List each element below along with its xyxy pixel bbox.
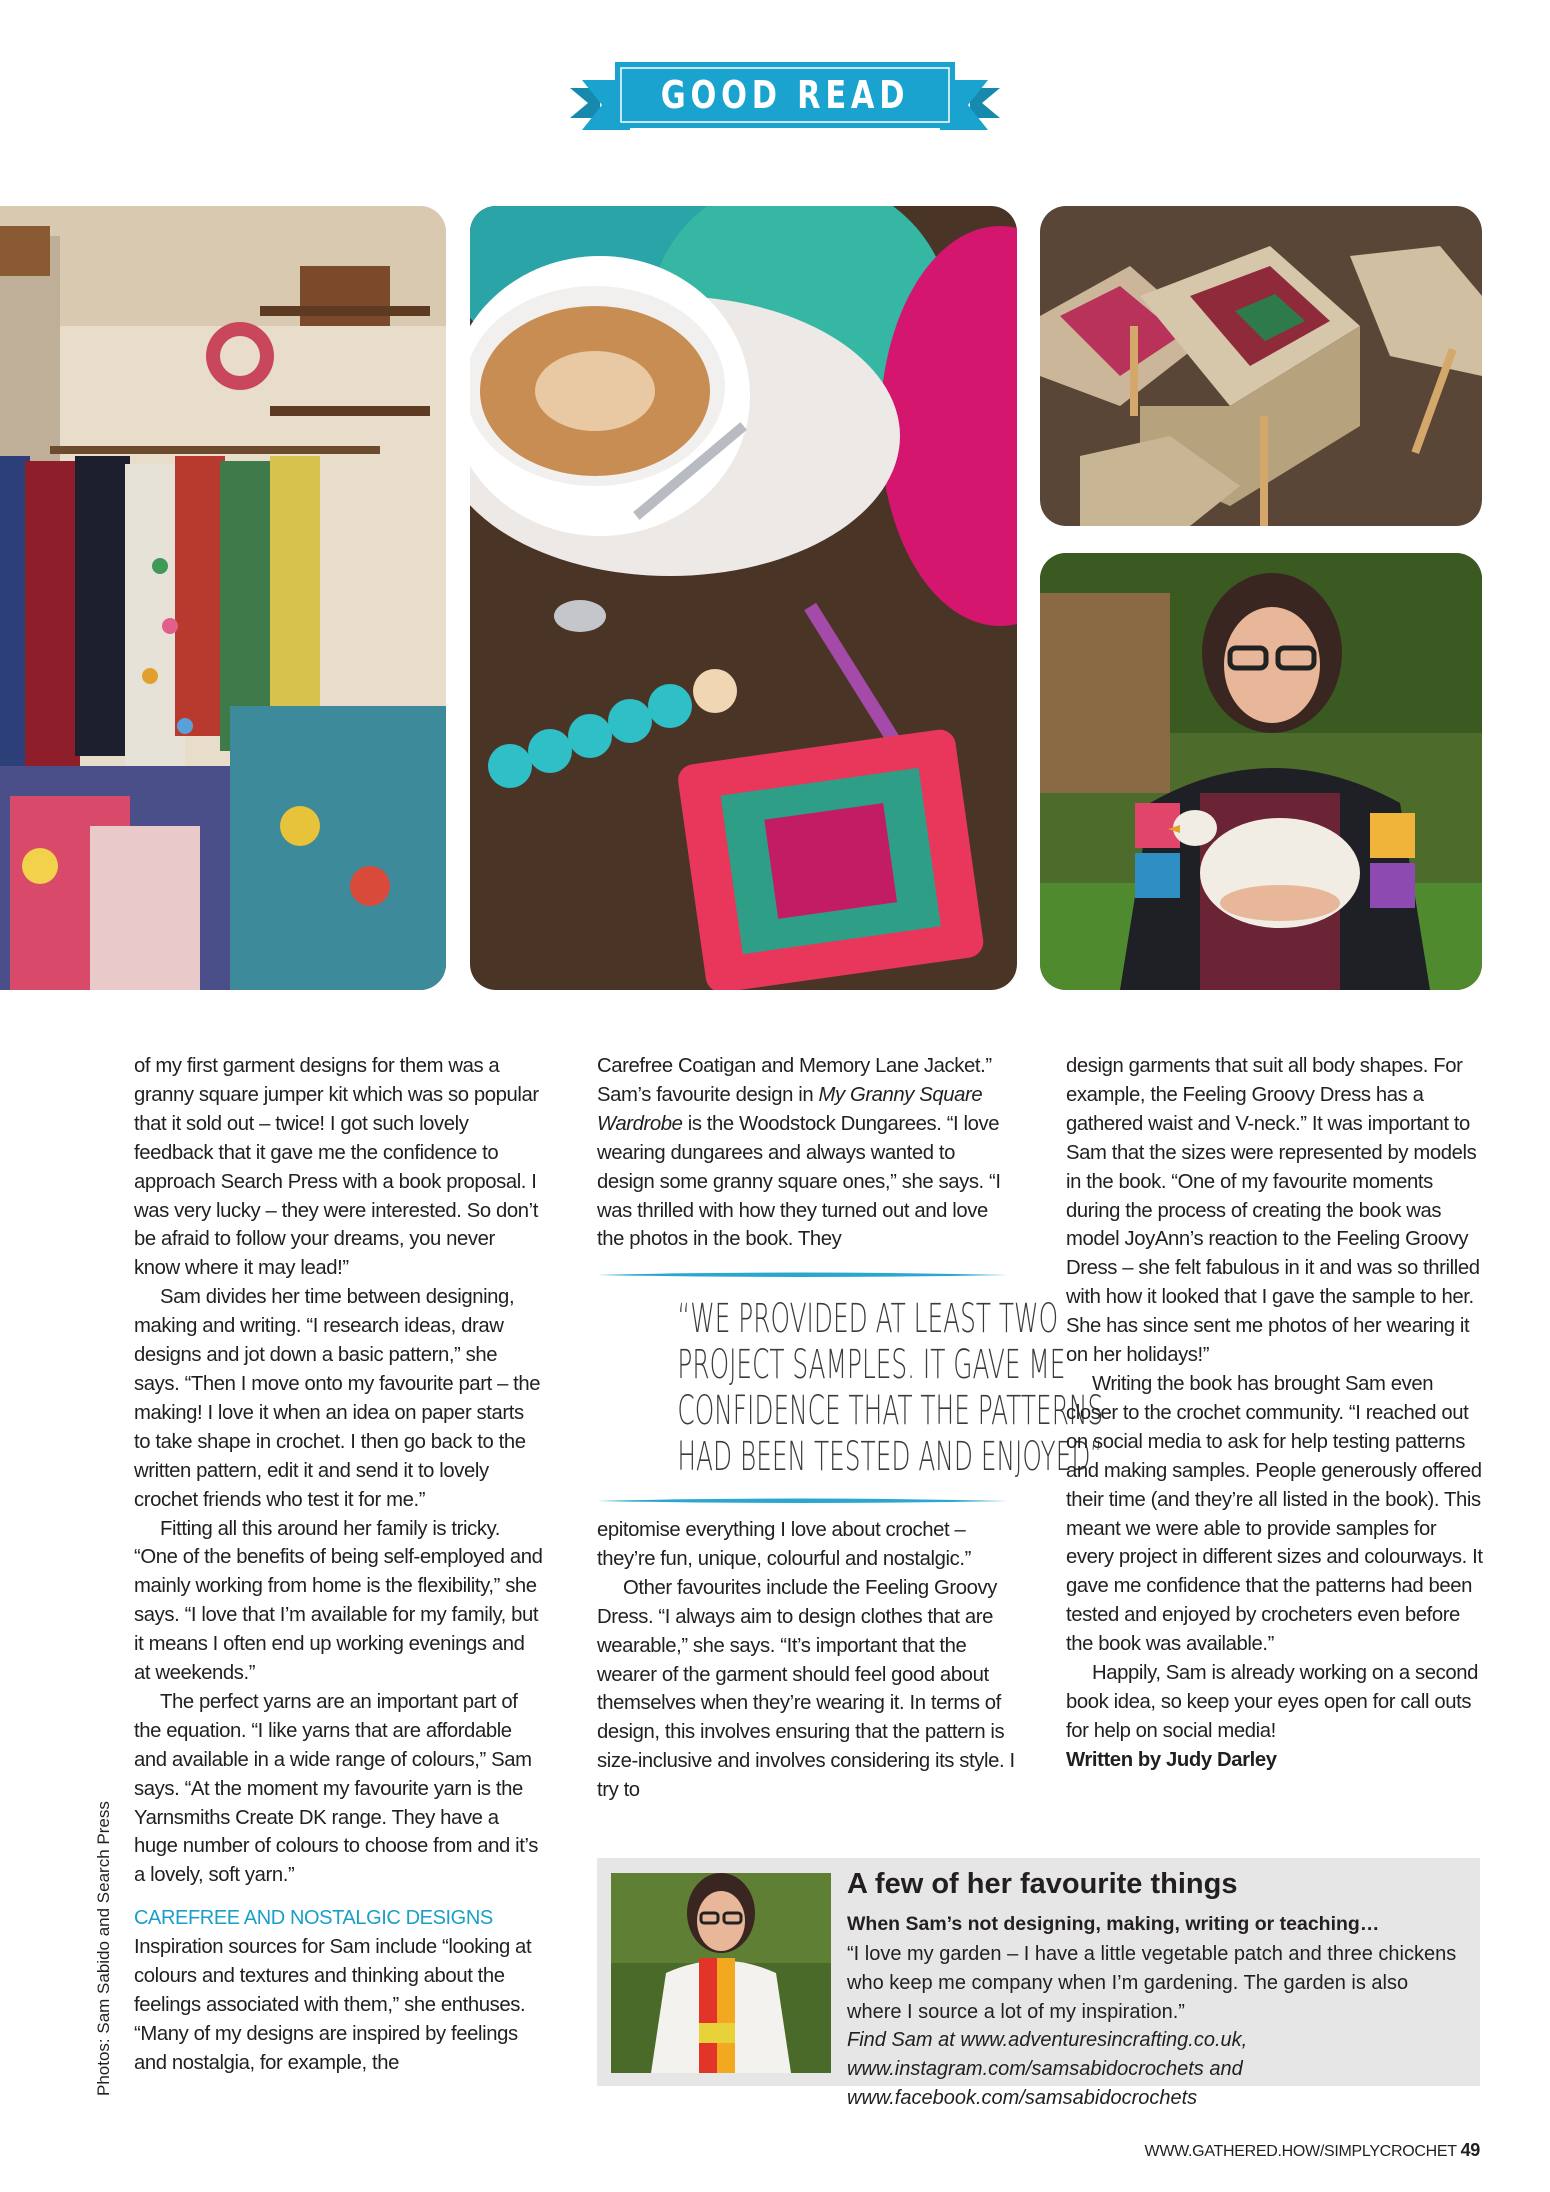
banner-label: GOOD READ [660,73,910,117]
paragraph-text: is the Woodstock Dungarees. “I love wearing dungarees and always wanted to design some granny square ones,” she says. “I was thrilled with how they turned out and love the photos in the book. They [597,1112,1001,1251]
article-column-3 [1066,1052,1486,1775]
pull-quote-top-rule [597,1270,1007,1280]
section-banner [570,50,1000,150]
pull-quote-line: PROJECT SAMPLES. IT GAVE ME [677,1342,1066,1388]
sam-in-garden-photo [611,1873,831,2073]
article-column-2-bottom [597,1516,1017,1805]
favourites-title: A few of her favourite things [847,1868,1238,1900]
favourites-quote: “I love my garden – I have a little vegetable patch and three chickens who keep me company when I’m gardening. The garden is also where I source a lot of my inspiration.” [847,1943,1457,2023]
article-column-1 [134,1052,544,2078]
pull-quote-line: CONFIDENCE THAT THE PATTERNS [677,1388,1104,1434]
favourites-subtitle: When Sam’s not designing, making, writing or teaching… [847,1913,1380,1935]
article-paragraph: The perfect yarns are an important part of the equation. “I like yarns that are affordable and available in a wide range of colours,” Sam says. “At the moment my favourite yarn is the Yarnsmiths Create DK range. They have a huge number of colours to choose from and it’s a lovely, soft yarn.” [134,1690,538,1887]
pull-quote-line: “WE PROVIDED AT LEAST TWO [677,1296,1059,1342]
favourite-things-box [597,1858,1480,2109]
article-paragraph: epitomise everything I love about crochet – they’re fun, unique, colourful and nostalgic.” [597,1519,971,1570]
stacked-granny-squares-photo [1040,206,1482,526]
pull-quote-line: HAD BEEN TESTED AND ENJOYED” [677,1434,1103,1480]
footer-url: WWW.GATHERED.HOW/SIMPLYCROCHET [1144,2143,1457,2160]
photo-credit: Photos: Sam Sabido and Search Press [94,1801,113,2096]
pull-quote [597,1270,1104,1510]
article-paragraph: of my first garment designs for them was a granny square jumper kit which was so popular that it sold out – twice! I got such lovely feedback that it gave me the confidence to approach Search Press with a book proposal. I was very lucky – they were interested. So don’t be afraid to follow your dreams, you never know where it may lead!” [134,1055,539,1280]
pull-quote-text [677,1296,1104,1480]
favourites-links: Find Sam at www.adventuresincrafting.co.uk, www.instagram.com/samsabidocrochets and www.facebook.com/samsabidocrochets [847,2029,1248,2109]
article-paragraph: Writing the book has brought Sam even closer to the crochet community. “I reached out on social media to ask for help testing patterns and making samples. People generously offered their time (and they’re all listed in the book). This meant we were able to provide samples for every project in different sizes and colourways. It gave me confidence that the patterns had been tested and enjoyed by crocheters even before the book was available.” [1066,1372,1483,1656]
article-paragraph: design garments that suit all body shapes. For example, the Feeling Groovy Dress has a gathered waist and V-neck.” It was important to Sam that the sizes were represented by models in the book. “One of my favourite moments during the process of creating the book was model JoyAnn’s reaction to the Feeling Groovy Dress – she felt fabulous in it and was so thrilled with how it looked that I gave the sample to her. She has since sent me photos of her wearing it on her holidays!” [1066,1055,1480,1367]
article-paragraph: Happily, Sam is already working on a second book idea, so keep your eyes open for call outs for help on social media! [1066,1662,1478,1742]
page-number: 49 [1460,2140,1480,2160]
paragraph-text: Carefree Coatigan and Memory Lane Jacket.” Sam’s favourite design in [597,1055,992,1106]
sam-with-chicken-photo [1040,553,1482,990]
article-paragraph: Other favourites include the Feeling Groovy Dress. “I always aim to design clothes that are wearable,” she says. “It’s important that the wearer of the garment should feel good about themselves when they’re wearing it. In terms of design, this involves ensuring that the pattern is size-inclusive and involves considering its style. I try to [597,1576,1015,1802]
article-column-2-top [597,1052,1017,1254]
coffee-yarn-and-granny-square-photo [470,206,1017,990]
book-title: My Granny Square Wardrobe [597,1083,983,1135]
pull-quote-bottom-rule [597,1496,1007,1506]
crochet-garments-on-rail-photo [0,206,446,990]
section-subheading: CAREFREE AND NOSTALGIC DESIGNS [134,1907,493,1930]
article-paragraph: Inspiration sources for Sam include “looking at colours and textures and thinking about the feelings associated with them,” she enthuses. “Many of my designs are inspired by feelings and nostalgia, for example, the [134,1936,532,2074]
article-paragraph: Sam divides her time between designing, making and writing. “I research ideas, draw designs and jot down a basic pattern,” she says. “Then I move onto my favourite part – the making! I love it when an idea on paper starts to take shape in crochet. I then go back to the written pattern, edit it and send it to lovely crochet friends who test it for me.” [134,1286,541,1511]
article-paragraph [597,1052,1017,1254]
article-paragraph: Fitting all this around her family is tricky. “One of the benefits of being self-employed and mainly working from home is the flexibility,” she says. “I love that I’m available for my family, but it means I often end up working evenings and at weekends.” [134,1517,543,1685]
page-footer [1145,2140,1480,2161]
article-byline: Written by Judy Darley [1066,1748,1277,1771]
